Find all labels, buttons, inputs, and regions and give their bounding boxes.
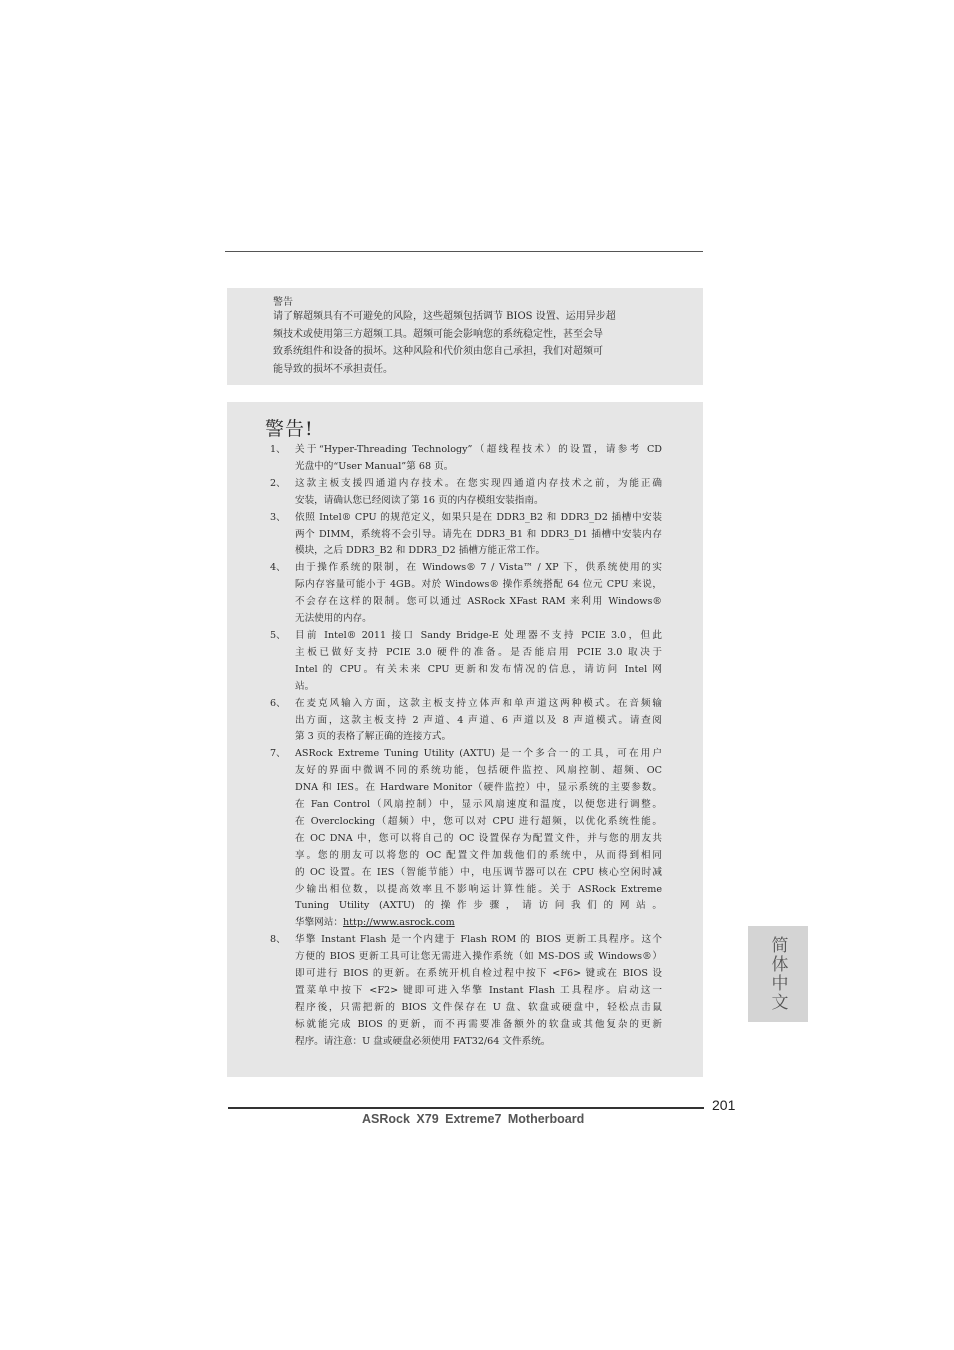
- item-line: 依照 Intel® CPU 的规范定义，如果只是在 DDR3_B2 和 DDR3_D2 插槽中安装: [295, 511, 662, 523]
- notice-line: 请了解超频具有不可避免的风险，这些超频包括调节 BIOS 设置、运用异步超: [273, 311, 616, 322]
- item-line: 程序後，只需把新的 BIOS 文件保存在 U 盘、软盘或硬盘中，轻松点击鼠: [295, 1001, 662, 1013]
- item-line: 际内存容量可能小于 4GB。对於 Windows® 操作系统搭配 64 位元 CPU 来说，: [295, 579, 662, 591]
- website-link[interactable]: http://www.asrock.com: [342, 917, 455, 929]
- item-line: 在 Fan Control（风扇控制）中，显示风扇速度和温度，以便您进行调整。: [295, 799, 662, 811]
- language-tab: [748, 926, 808, 1022]
- item-line: 即可进行 BIOS 的更新。在系统开机自检过程中按下 <F6> 键或在 BIOS 设: [295, 968, 662, 980]
- item-line: 光盘中的“User Manual”第 68 页。: [295, 460, 454, 472]
- item-number: 6、: [270, 697, 286, 709]
- footer-divider: [228, 1107, 704, 1109]
- website-label: 华擎网站：: [295, 917, 343, 929]
- item-line: 少输出相位数，以提高效率且不影响运计算性能。关于 ASRock Extreme: [295, 883, 662, 895]
- warning-box: [227, 402, 703, 1077]
- footer-title: ASRock X79 Extreme7 Motherboard: [362, 1112, 585, 1126]
- warning-item: [270, 442, 662, 476]
- item-number: 8、: [270, 934, 286, 946]
- item-line: 标就能完成 BIOS 的更新，而不再需要准备额外的软盘或其他复杂的更新: [295, 1018, 662, 1030]
- item-line: 程序。请注意：U 盘或硬盘必须使用 FAT32/64 文件系统。: [295, 1035, 551, 1047]
- warning-item: [270, 476, 662, 510]
- item-number: 5、: [270, 629, 286, 641]
- item-line: 站。: [295, 680, 315, 692]
- item-line: 这款主板支援四通道内存技术。在您实现四通道内存技术之前，为能正确: [295, 477, 662, 489]
- item-line: DNA 和 IES。在 Hardware Monitor（硬件监控）中，显示系统的主要参数。: [295, 782, 662, 794]
- item-line: 两个 DIMM，系统将不会引导。请先在 DDR3_B1 和 DDR3_D1 插槽中安装内存: [295, 528, 662, 540]
- item-line: 第 3 页的表格了解正确的连接方式。: [295, 731, 452, 743]
- item-line: 关于“Hyper-Threading Technology”（超线程技术）的设置，请参考 CD: [295, 444, 662, 455]
- item-line: Tuning Utility (AXTU) 的操作步骤，请访问我们的网站。: [295, 900, 662, 912]
- item-line: Intel 的 CPU。有关未来 CPU 更新和发布情况的信息，请访问 Intel 网: [295, 663, 662, 675]
- notice-line: 致系统组件和设备的损坏。这种风险和代价须由您自己承担，我们对超频可: [273, 346, 603, 357]
- item-line: 主板已做好支持 PCIE 3.0 硬件的准备。是否能启用 PCIE 3.0 取决于: [295, 646, 662, 658]
- warning-item: [270, 746, 662, 932]
- page-number: 201: [712, 1097, 736, 1113]
- item-number: 7、: [270, 748, 286, 760]
- item-line: 在 OC DNA 中，您可以将自己的 OC 设置保存为配置文件，并与您的朋友共: [295, 832, 662, 844]
- website-line: [295, 915, 662, 932]
- item-line: 无法使用的内存。: [295, 613, 372, 625]
- warning-item: [270, 510, 662, 561]
- item-line: 目前 Intel® 2011 接口 Sandy Bridge-E 处理器不支持 PCIE 3.0，但此: [295, 629, 662, 641]
- warning-item: [270, 696, 662, 747]
- warning-title: 警告!: [265, 418, 314, 440]
- item-number: 3、: [270, 511, 286, 523]
- item-line: 置菜单中按下 <F2> 键即可进入华擎 Instant Flash 工具程序。启动这一: [295, 985, 662, 996]
- notice-title: 警告: [273, 297, 293, 308]
- item-number: 4、: [270, 562, 286, 574]
- item-line: 在麦克风输入方面，这款主板支持立体声和单声道这两种模式。在音频输: [295, 697, 662, 709]
- item-line: 享。您的朋友可以将您的 OC 配置文件加载他们的系统中，从而得到相同: [295, 849, 662, 861]
- item-line: 由于操作系统的限制，在 Windows® 7 / Vista™ / XP 下，供系统使用的实: [295, 562, 662, 574]
- item-line: 在 Overclocking（超频）中，您可以对 CPU 进行超频，以优化系统性能。: [295, 815, 662, 827]
- notice-line: 能导致的损坏不承担责任。: [273, 363, 393, 375]
- warning-item: [270, 628, 662, 696]
- overclocking-notice: [227, 288, 703, 385]
- top-divider: [225, 251, 703, 252]
- item-line: 友好的界面中微调不同的系统功能，包括硬件监控、风扇控制、超频、OC: [295, 765, 662, 777]
- warning-item: [270, 560, 662, 628]
- warning-list: [270, 442, 662, 1051]
- item-number: 1、: [270, 444, 286, 455]
- item-line: ASRock Extreme Tuning Utility (AXTU) 是一个多合一的工具，可在用户: [295, 748, 662, 760]
- language-tab-label: 简体中文: [767, 936, 788, 1012]
- notice-line: 频技术或使用第三方超频工具。超频可能会影响您的系统稳定性，甚至会导: [273, 328, 603, 340]
- item-line: 出方面，这款主板支持 2 声道、4 声道、6 声道以及 8 声道模式。请查阅: [295, 714, 662, 726]
- item-line: 的 OC 设置。在 IES（智能节能）中，电压调节器可以在 CPU 核心空闲时减: [295, 866, 662, 878]
- item-number: 2、: [270, 477, 286, 489]
- item-line: 方便的 BIOS 更新工具可让您无需进入操作系统（如 MS-DOS 或 Windows®）: [295, 951, 662, 963]
- item-line: 不会存在这样的限制。您可以通过 ASRock XFast RAM 来利用 Windows®: [295, 596, 662, 608]
- warning-item: [270, 932, 662, 1050]
- item-line: 华擎 Instant Flash 是一个内建于 Flash ROM 的 BIOS 更新工具程序。这个: [295, 934, 662, 946]
- item-line: 模块，之后 DDR3_B2 和 DDR3_D2 插槽方能正常工作。: [295, 545, 546, 557]
- item-line: 安装，请确认您已经阅读了第 16 页的内存模组安装指南。: [295, 494, 544, 506]
- notice-body: [273, 308, 663, 378]
